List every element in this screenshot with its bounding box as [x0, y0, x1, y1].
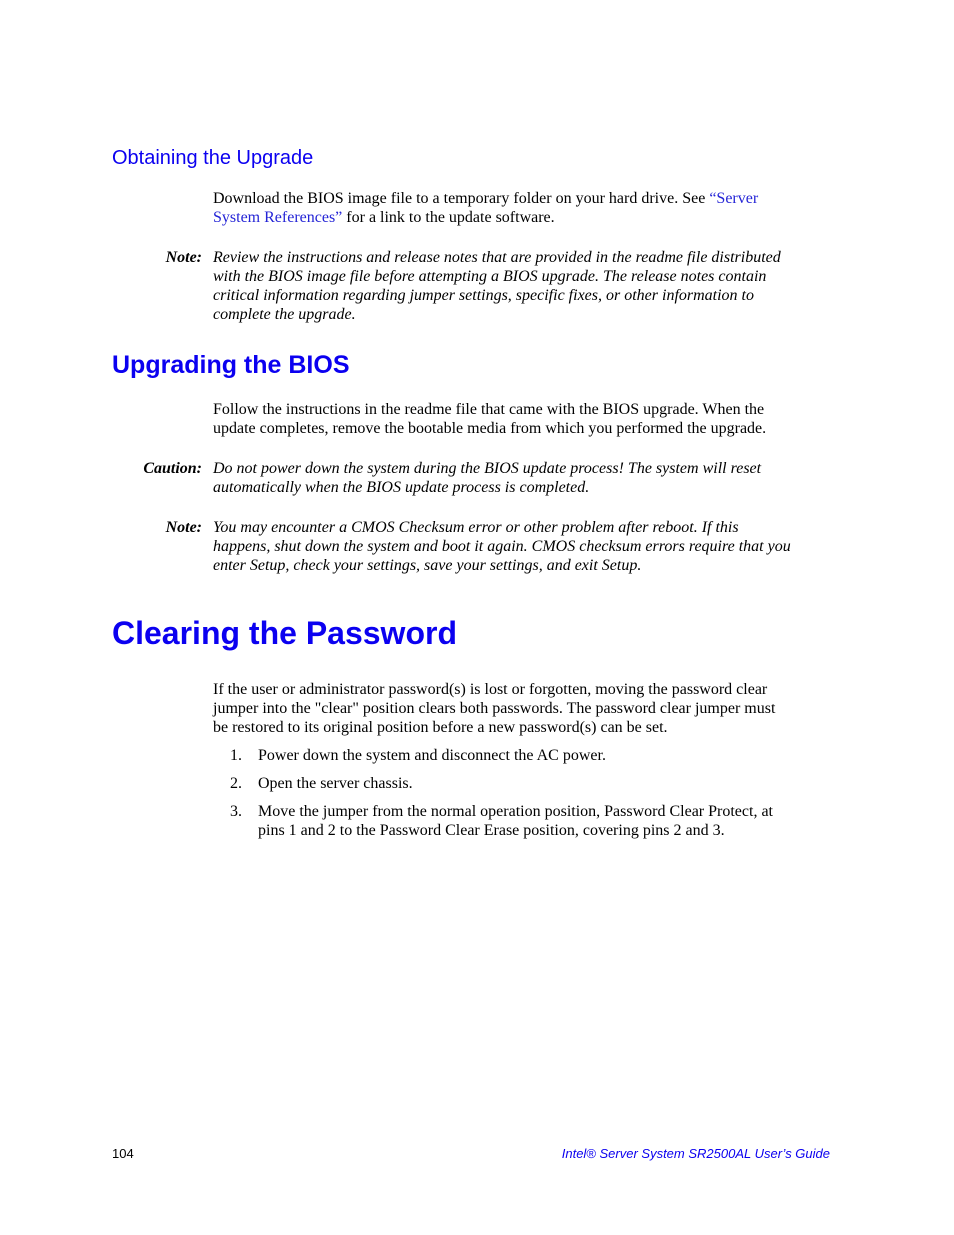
step-number: 1.	[230, 747, 242, 764]
step-line: Open the server chassis.	[258, 775, 413, 792]
note-line: with the BIOS image file before attempting a BIOS upgrade. The release notes contain	[213, 268, 767, 285]
note-line: Review the instructions and release notes that are provided in the readme file distributed	[213, 249, 781, 266]
heading-obtaining-the-upgrade: Obtaining the Upgrade	[112, 147, 314, 169]
note-line: happens, shut down the system and boot it again. CMOS checksum errors require that you	[213, 538, 791, 555]
step-text	[258, 774, 838, 793]
paragraph-line: update completes, remove the bootable media from which you performed the upgrade.	[213, 420, 767, 437]
note-line: critical information regarding jumper settings, specific fixes, or other information to	[213, 287, 754, 304]
paragraph-download-bios	[213, 189, 833, 227]
note-text-cmos-checksum	[213, 518, 833, 575]
caution-line: Do not power down the system during the BIOS update process! The system will reset	[213, 460, 762, 477]
step-line: Power down the system and disconnect the AC power.	[258, 747, 606, 764]
caution-label: Caution:	[143, 460, 202, 477]
paragraph-line	[213, 189, 833, 208]
text-segment: Download the BIOS image file to a temporary folder on your hard drive. See	[213, 190, 710, 207]
note-label: Note:	[165, 249, 202, 266]
step-text	[258, 802, 838, 840]
heading-clearing-the-password: Clearing the Password	[112, 615, 457, 651]
paragraph-password-lost	[213, 680, 833, 737]
paragraph-follow-instructions	[213, 400, 833, 438]
paragraph-line	[213, 208, 833, 227]
step-line: pins 1 and 2 to the Password Clear Erase position, covering pins 2 and 3.	[258, 822, 725, 839]
step-number: 2.	[230, 775, 242, 792]
page-number: 104	[112, 1146, 134, 1161]
paragraph-line: be restored to its original position before a new password(s) can be set.	[213, 719, 668, 736]
note-line: complete the upgrade.	[213, 306, 356, 323]
paragraph-line: If the user or administrator password(s) is lost or forgotten, moving the password clear	[213, 681, 768, 698]
note-line: You may encounter a CMOS Checksum error or other problem after reboot. If this	[213, 519, 739, 536]
server-system-references-link[interactable]: “Server	[709, 190, 759, 207]
note-line: enter Setup, check your settings, save your settings, and exit Setup.	[213, 557, 642, 574]
server-system-references-link-cont[interactable]: System References”	[213, 209, 343, 226]
step-text	[258, 746, 838, 765]
paragraph-line: Follow the instructions in the readme file that came with the BIOS upgrade. When the	[213, 401, 765, 418]
step-number: 3.	[230, 803, 242, 820]
note-text-release-notes	[213, 248, 833, 324]
caution-text	[213, 459, 833, 497]
document-title: Intel® Server System SR2500AL User’s Guide	[561, 1146, 830, 1161]
caution-line: automatically when the BIOS update process is completed.	[213, 479, 590, 496]
paragraph-line: jumper into the "clear" position clears both passwords. The password clear jumper must	[213, 700, 776, 717]
step-line: Move the jumper from the normal operation position, Password Clear Protect, at	[258, 803, 773, 820]
text-segment: for a link to the update software.	[342, 209, 555, 226]
heading-upgrading-the-bios: Upgrading the BIOS	[112, 351, 350, 379]
note-label: Note:	[165, 519, 202, 536]
